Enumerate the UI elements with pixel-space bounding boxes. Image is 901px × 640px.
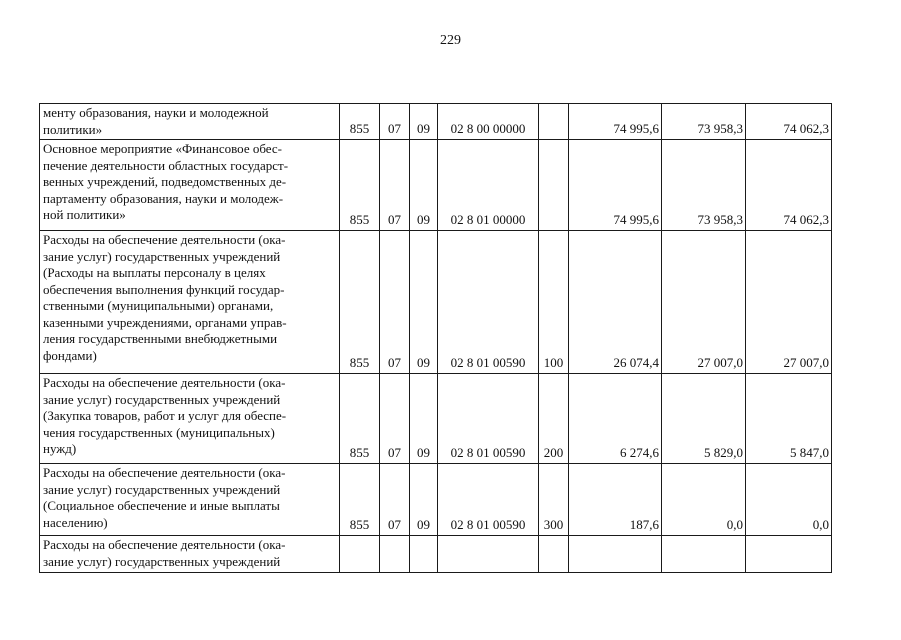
amount-year2-cell: 0,0	[662, 464, 746, 536]
grbs-cell: 855	[340, 231, 380, 374]
description-line: зание услуг) государственных учреждений	[43, 248, 281, 264]
description-line: нужд)	[43, 441, 77, 456]
description-line: Расходы на обеспечение деятельности (ока-	[43, 375, 286, 390]
description-cell	[40, 536, 340, 573]
table-row	[40, 104, 832, 140]
description-line: менту образования, науки и молодежной	[43, 105, 269, 120]
amount-year2-cell: 73 958,3	[662, 104, 746, 140]
target-article-cell: 02 8 01 00590	[438, 231, 539, 374]
amount-year3-cell: 74 062,3	[746, 104, 832, 140]
subsection-cell: 09	[410, 231, 438, 374]
target-article-cell: 02 8 01 00590	[438, 464, 539, 536]
expense-type-cell	[539, 536, 569, 573]
description-line: Расходы на обеспечение деятельности (ока-	[43, 537, 286, 552]
grbs-cell: 855	[340, 140, 380, 231]
subsection-cell: 09	[410, 104, 438, 140]
section-cell: 07	[380, 231, 410, 374]
table-row	[40, 464, 832, 536]
table-row	[40, 374, 832, 464]
section-cell: 07	[380, 464, 410, 536]
subsection-cell: 09	[410, 140, 438, 231]
description-line: казенными учреждениями, органами управ-	[43, 314, 287, 330]
description-line: ственными (муниципальными) органами,	[43, 298, 274, 313]
amount-year2-cell: 73 958,3	[662, 140, 746, 231]
amount-year3-cell: 0,0	[746, 464, 832, 536]
description-line: населению)	[43, 514, 108, 530]
subsection-cell: 09	[410, 374, 438, 464]
target-article-cell: 02 8 01 00000	[438, 140, 539, 231]
expense-type-cell: 300	[539, 464, 569, 536]
description-line: (Расходы на выплаты персоналу в целях	[43, 265, 266, 280]
description-line: зание услуг) государственных учреждений	[43, 391, 281, 407]
target-article-cell	[438, 536, 539, 573]
description-line: Расходы на обеспечение деятельности (ока-	[43, 465, 286, 480]
description-line: Расходы на обеспечение деятельности (ока-	[43, 232, 286, 247]
table-row	[40, 231, 832, 374]
section-cell: 07	[380, 140, 410, 231]
amount-year3-cell: 27 007,0	[746, 231, 832, 374]
grbs-cell: 855	[340, 104, 380, 140]
expense-type-cell: 100	[539, 231, 569, 374]
target-article-cell: 02 8 01 00590	[438, 374, 539, 464]
description-cell	[40, 140, 340, 231]
amount-year1-cell: 26 074,4	[569, 231, 662, 374]
grbs-cell: 855	[340, 464, 380, 536]
description-cell	[40, 231, 340, 374]
description-line: ной политики»	[43, 207, 126, 222]
subsection-cell	[410, 536, 438, 573]
section-cell	[380, 536, 410, 573]
target-article-cell: 02 8 00 00000	[438, 104, 539, 140]
description-line: (Закупка товаров, работ и услуг для обеспе-	[43, 408, 287, 423]
description-line: ления государственными внебюджетными	[43, 331, 278, 346]
description-line: фондами)	[43, 347, 97, 363]
subsection-cell: 09	[410, 464, 438, 536]
description-line: (Социальное обеспечение и иные выплаты	[43, 498, 280, 513]
amount-year1-cell: 6 274,6	[569, 374, 662, 464]
expense-type-cell: 200	[539, 374, 569, 464]
amount-year3-cell	[746, 536, 832, 573]
description-cell	[40, 464, 340, 536]
amount-year2-cell: 27 007,0	[662, 231, 746, 374]
description-line: зание услуг) государственных учреждений	[43, 553, 281, 569]
description-line: партаменту образования, науки и молодеж-	[43, 190, 284, 206]
amount-year1-cell: 187,6	[569, 464, 662, 536]
budget-table	[39, 103, 832, 573]
amount-year1-cell	[569, 536, 662, 573]
grbs-cell	[340, 536, 380, 573]
grbs-cell: 855	[340, 374, 380, 464]
table-row	[40, 536, 832, 573]
section-cell: 07	[380, 104, 410, 140]
amount-year2-cell	[662, 536, 746, 573]
description-line: политики»	[43, 121, 103, 137]
description-line: Основное мероприятие «Финансовое обес-	[43, 141, 282, 156]
expense-type-cell	[539, 104, 569, 140]
amount-year1-cell: 74 995,6	[569, 140, 662, 231]
description-cell	[40, 104, 340, 140]
description-line: венных учреждений, подведомственных де-	[43, 174, 287, 189]
description-line: печение деятельности областных государст-	[43, 157, 289, 173]
page-number: 229	[440, 33, 461, 48]
description-line: чения государственных (муниципальных)	[43, 424, 275, 440]
expense-type-cell	[539, 140, 569, 231]
table-row	[40, 140, 832, 231]
amount-year2-cell: 5 829,0	[662, 374, 746, 464]
amount-year3-cell: 5 847,0	[746, 374, 832, 464]
section-cell: 07	[380, 374, 410, 464]
amount-year3-cell: 74 062,3	[746, 140, 832, 231]
description-cell	[40, 374, 340, 464]
description-line: зание услуг) государственных учреждений	[43, 481, 281, 497]
description-line: обеспечения выполнения функций государ-	[43, 281, 285, 297]
amount-year1-cell: 74 995,6	[569, 104, 662, 140]
